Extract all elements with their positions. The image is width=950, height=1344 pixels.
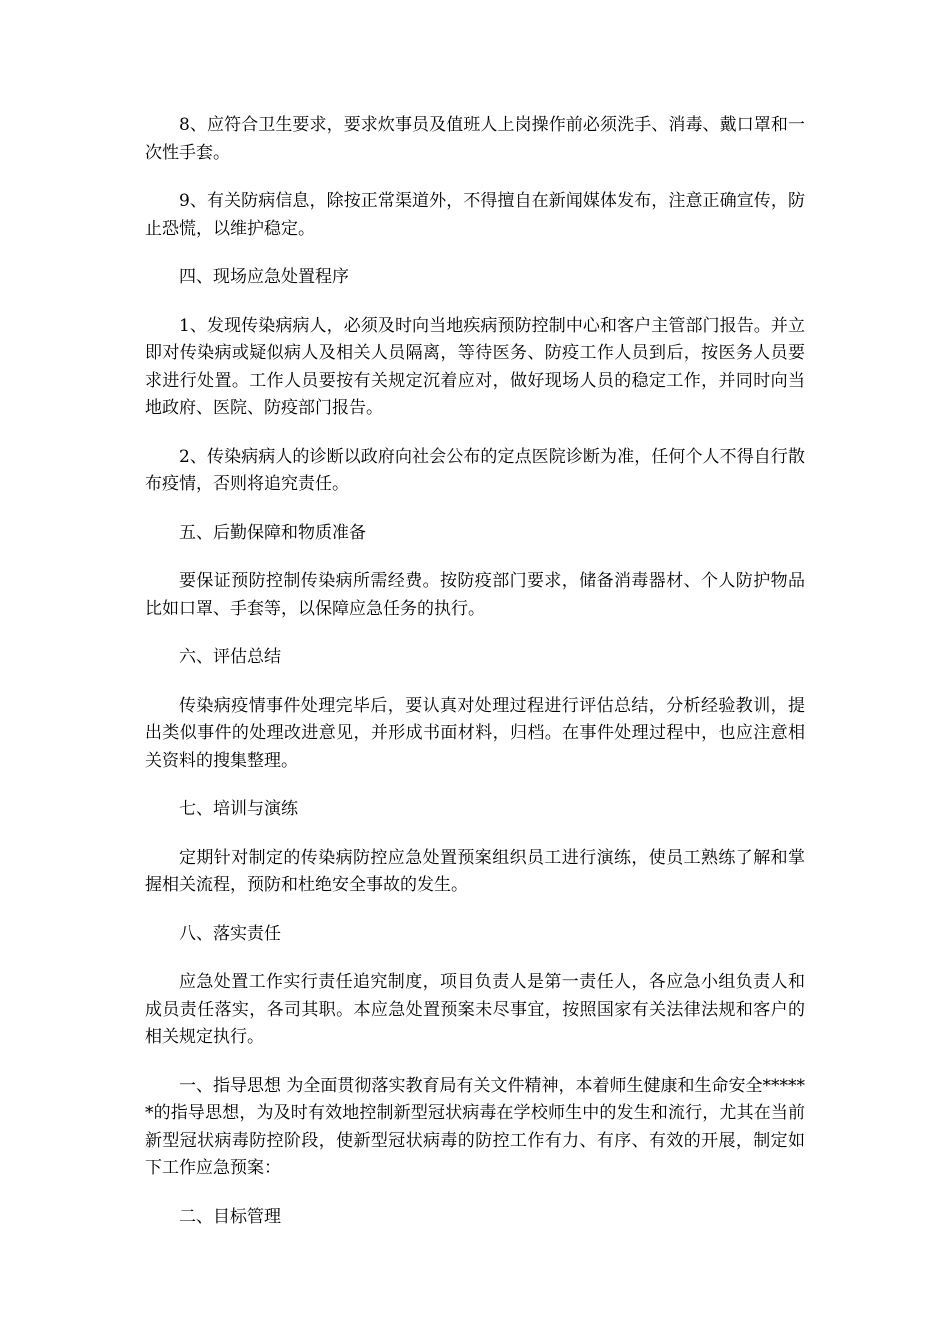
document-body [145,112,805,1252]
paragraph-procedure-2: 2、传染病病人的诊断以政府向社会公布的定点医院诊断为准，任何个人不得自行散布疫情，否则将追究责任。 [145,446,805,494]
paragraph-item-9: 9、有关防病信息，除按正常渠道外，不得擅自在新闻媒体发布，注意正确宣传，防止恐慌，以维护稳定。 [145,191,805,239]
section-heading-5: 五、后勤保障和物质准备 [179,522,366,543]
paragraph-training: 定期针对制定的传染病防控应急处置预案组织员工进行演练，使员工熟练了解和掌握相关流程，预防和杜绝安全事故的发生。 [145,847,805,895]
paragraph-procedure-1: 1、发现传染病病人，必须及时向当地疾病预防控制中心和客户主管部门报告。并立即对传染病或疑似病人及相关人员隔离，等待医务、防疫工作人员到后，按医务人员要求进行处置。工作人员要按有关规定沉着应对，做好现场人员的稳定工作，并同时向当地政府、医院、防疫部门报告。 [145,315,805,418]
paragraph-responsibility: 应急处置工作实行责任追究制度，项目负责人是第一责任人，各应急小组负责人和成员责任落实，各司其职。本应急处置预案未尽事宜，按照国家有关法律法规和客户的相关规定执行。 [145,972,805,1047]
paragraph-logistics: 要保证预防控制传染病所需经费。按防疫部门要求，储备消毒器材、个人防护物品比如口罩、手套等，以保障应急任务的执行。 [145,571,805,619]
section-heading-7: 七、培训与演练 [179,799,298,819]
paragraph-item-8: 8、应符合卫生要求，要求炊事员及值班人上岗操作前必须洗手、消毒、戴口罩和一次性手套。 [145,115,805,163]
section-heading-6: 六、评估总结 [179,647,281,667]
section-heading-4: 四、现场应急处置程序 [179,267,349,287]
paragraph-guiding-principle: 一、指导思想 为全面贯彻落实教育局有关文件精神，本着师生健康和生命安全******的指导思想，为及时有效地控制新型冠状病毒在学校师生中的发生和流行，尤其在当前新型冠状病毒防控阶段，使新型冠状病毒的防控工作有力、有序、有效的开展，制定如下工作应急预案： [145,1075,805,1178]
section-heading-2: 二、目标管理 [179,1206,281,1227]
section-heading-8: 八、落实责任 [179,923,281,944]
paragraph-evaluation: 传染病疫情事件处理完毕后，要认真对处理过程进行评估总结，分析经验教训，提出类似事件的处理改进意见，并形成书面材料，归档。在事件处理过程中，也应注意相关资料的搜集整理。 [145,695,805,771]
